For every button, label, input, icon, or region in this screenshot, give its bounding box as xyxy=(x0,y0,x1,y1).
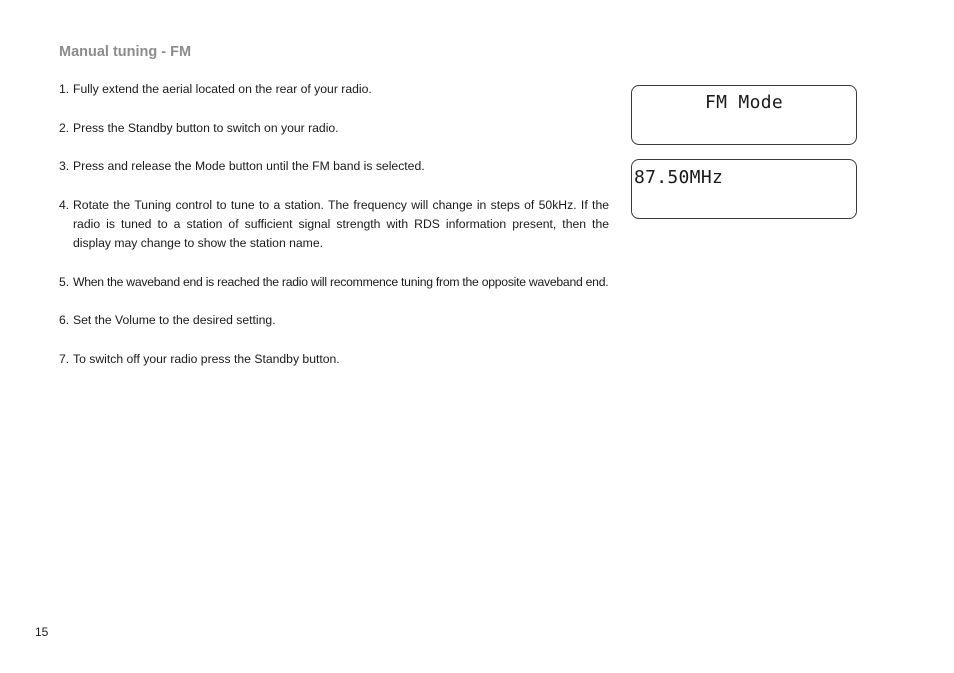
lcd-display-frequency xyxy=(631,159,857,219)
step-text: Fully extend the aerial located on the rear of your radio. xyxy=(73,82,372,96)
step-text: Press the Standby button to switch on your radio. xyxy=(73,120,339,135)
step-number: 7. xyxy=(59,351,70,366)
step-item-1 xyxy=(59,80,609,99)
step-item-3 xyxy=(59,157,609,176)
page-number: 15 xyxy=(35,625,49,639)
step-text: Press and release the Mode button until the FM band is selected. xyxy=(73,159,425,174)
step-number: 4. xyxy=(59,197,70,212)
step-number: 2. xyxy=(59,120,70,135)
step-item-7 xyxy=(59,350,609,369)
step-item-2 xyxy=(59,119,609,138)
step-text: Set the Volume to the desired setting. xyxy=(73,313,276,328)
step-number: 6. xyxy=(59,313,70,328)
step-item-6 xyxy=(59,311,609,330)
step-item-5 xyxy=(59,273,609,292)
step-text: To switch off your radio press the Standby button. xyxy=(73,351,340,366)
step-text: Rotate the Tuning control to tune to a station. The frequency will change in steps of 50kHz. If the radio is tuned to a station of sufficient signal strength with RDS information present, then the display may change to show the station name. xyxy=(73,197,609,251)
step-number: 3. xyxy=(59,159,70,174)
section-title: Manual tuning - FM xyxy=(59,44,192,60)
lcd-mode-text: FM Mode xyxy=(705,92,783,113)
instruction-list xyxy=(59,80,609,389)
lcd-frequency-text: 87.50MHz xyxy=(634,167,724,188)
step-number: 5. xyxy=(59,274,70,289)
lcd-display-mode xyxy=(631,85,857,145)
step-number: 1. xyxy=(59,82,70,96)
step-item-4 xyxy=(59,196,609,254)
step-text: When the waveband end is reached the radio will recommence tuning from the opposite waveband end. xyxy=(73,274,609,289)
